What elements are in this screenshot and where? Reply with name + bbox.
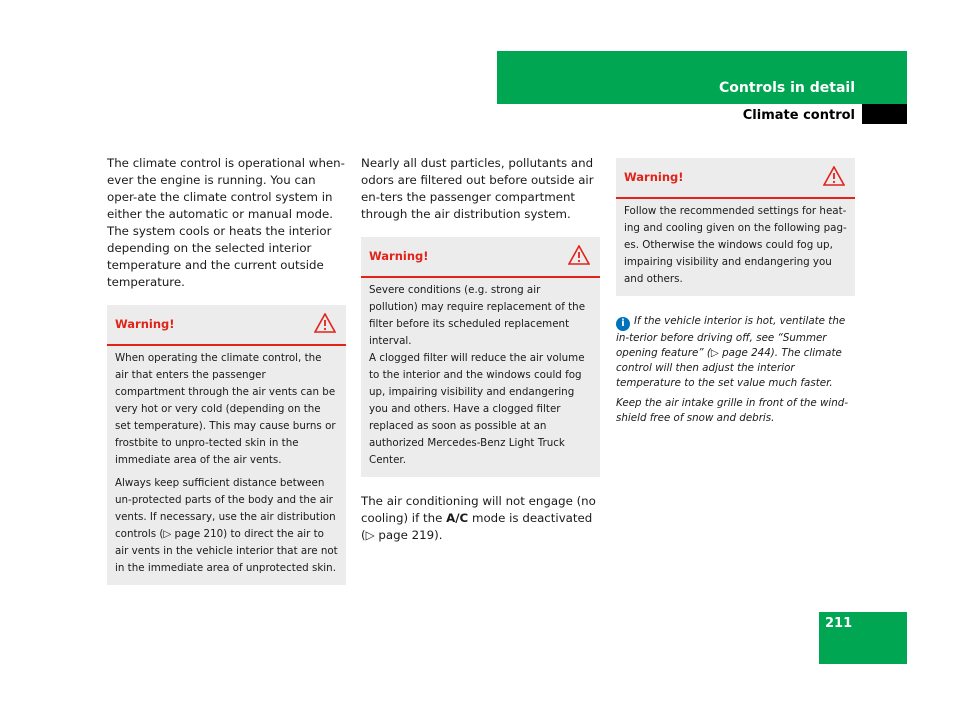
column-2 bbox=[361, 155, 599, 544]
warning-box bbox=[361, 237, 600, 477]
warning-box bbox=[107, 305, 346, 585]
warning-body bbox=[107, 346, 346, 585]
warning-text: When operating the climate control, the air that enters the passenger compartment through the air vents can be very hot or very cold (depending on the set temperature). This may cause burns or frostbite to unpro-tected skin in the immediate area of the air vents. bbox=[115, 352, 336, 466]
header-band bbox=[497, 51, 907, 104]
page-number-box bbox=[819, 612, 907, 664]
warning-text: A clogged filter will reduce the air volume to the interior and the windows could fog up, impairing visibility and endangering you and others. Have a clogged filter replaced as soon as possible at an authorized Mercedes-Benz Light Truck Center. bbox=[369, 352, 585, 466]
warning-label: Warning! bbox=[115, 317, 175, 331]
warning-body bbox=[361, 278, 600, 477]
subsection-title: Climate control bbox=[742, 108, 855, 123]
page-number: 211 bbox=[825, 616, 853, 631]
column-1 bbox=[107, 155, 345, 585]
info-icon: i bbox=[616, 317, 630, 331]
filter-paragraph: Nearly all dust particles, pollutants and odors are filtered out before outside air en-ters the passenger compartment through the air distribution system. bbox=[361, 156, 594, 221]
warning-body bbox=[616, 199, 855, 296]
warning-label: Warning! bbox=[624, 170, 684, 184]
warning-label: Warning! bbox=[369, 249, 429, 263]
warning-triangle-icon bbox=[568, 245, 590, 265]
column-3 bbox=[616, 158, 854, 426]
warning-text: Severe conditions (e.g. strong air pollution) may require replacement of the filter before its scheduled replacement interval. bbox=[369, 284, 586, 347]
warning-text: Always keep sufficient distance between un-protected parts of the body and the air vents. If necessary, use the air distribution controls (▷ page 210) to direct the air to air vents in the vehicle interior that are not in the immediate area of unprotected skin. bbox=[115, 477, 338, 574]
warning-triangle-icon bbox=[823, 166, 845, 186]
warning-box bbox=[616, 158, 855, 296]
section-tab-marker bbox=[862, 104, 907, 124]
info-note-text: If the vehicle interior is hot, ventilate the in-terior before driving off, see “Summer opening feature” (▷ page 244). The climate control will then adjust the interior temperature to the set value much faster. bbox=[616, 315, 846, 389]
ac-paragraph bbox=[361, 493, 599, 544]
info-note-2: Keep the air intake grille in front of the wind-shield free of snow and debris. bbox=[616, 397, 849, 424]
warning-header bbox=[107, 305, 346, 346]
info-note bbox=[616, 314, 854, 391]
warning-header bbox=[616, 158, 855, 199]
warning-header bbox=[361, 237, 600, 278]
warning-text: Follow the recommended settings for heat-ing and cooling given on the following pag-es. Otherwise the windows could fog up, impairing visibility and endangering you and others. bbox=[624, 205, 847, 285]
section-title: Controls in detail bbox=[719, 80, 855, 96]
ac-button-label: A/C bbox=[446, 511, 469, 525]
intro-paragraph: The climate control is operational when-ever the engine is running. You can oper-ate the climate control system in either the automatic or manual mode. The system cools or heats the interior depending on the selected interior temperature and the current outside temperature. bbox=[107, 156, 345, 289]
warning-triangle-icon bbox=[314, 313, 336, 333]
ac-text: mode is deactivated (▷ page 219). bbox=[361, 511, 593, 542]
ac-text: The air conditioning will not engage (no cooling) if the bbox=[361, 494, 596, 525]
